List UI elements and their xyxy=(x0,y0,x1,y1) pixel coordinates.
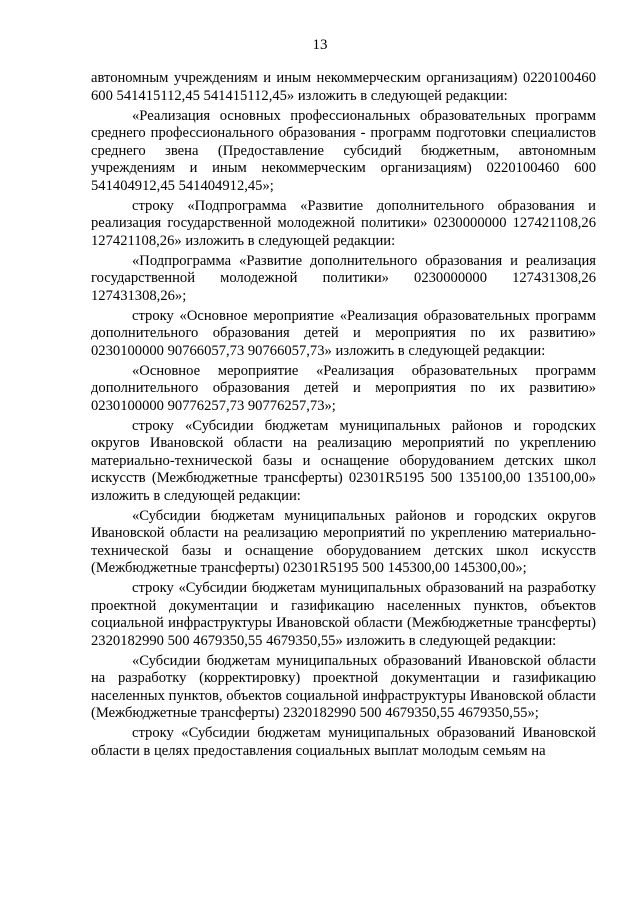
document-body xyxy=(91,70,596,763)
paragraph: «Основное мероприятие «Реализация образовательных программ дополнительного образования детей и мероприятия по их развитию» 0230100000 90776257,73 90776257,73»; xyxy=(91,362,596,414)
paragraph: «Реализация основных профессиональных образовательных программ среднего профессионального образования - программ подготовки специалистов среднего звена (Предоставление субсидий бюджетным, автономным учреждениям и иным некоммерческим организациям) 0220100460 600 541404912,45 541404912,45»; xyxy=(91,107,596,194)
paragraph: строку «Субсидии бюджетам муниципальных образований Ивановской области в целях предоставления социальных выплат молодым семьям на xyxy=(91,725,596,759)
paragraph: автономным учреждениям и иным некоммерческим организациям) 0220100460 600 541415112,45 541415112,45» изложить в следующей редакции: xyxy=(91,70,596,104)
page-number: 13 xyxy=(312,37,328,53)
paragraph: «Субсидии бюджетам муниципальных образований Ивановской области на разработку (корректировку) проектной документации и газификацию населенных пунктов, объектов социальной инфраструктуры Ивановской области (Межбюджетные трансферты) 2320182990 500 4679350,55 4679350,55»; xyxy=(91,652,596,721)
paragraph: строку «Субсидии бюджетам муниципальных районов и городских округов Ивановской области на реализацию мероприятий по укреплению материально-технической базы и оснащение оборудованием детских школ искусств (Межбюджетные трансферты) 02301R5195 500 135100,00 135100,00» изложить в следующей редакции: xyxy=(91,417,596,504)
paragraph: строку «Подпрограмма «Развитие дополнительного образования и реализация государственной молодежной политики» 0230000000 127421108,26 127421108,26» изложить в следующей редакции: xyxy=(91,197,596,249)
paragraph: строку «Субсидии бюджетам муниципальных образований на разработку проектной документации и газификацию населенных пунктов, объектов социальной инфраструктуры Ивановской области (Межбюджетные трансферты) 2320182990 500 4679350,55 4679350,55» изложить в следующей редакции: xyxy=(91,580,596,649)
paragraph: строку «Основное мероприятие «Реализация образовательных программ дополнительного образования детей и мероприятия по их развитию» 0230100000 90766057,73 90766057,73» изложить в следующей редакции: xyxy=(91,307,596,359)
paragraph: «Подпрограмма «Развитие дополнительного образования и реализация государственной молодежной политики» 0230000000 127431308,26 127431308,26»; xyxy=(91,252,596,304)
paragraph: «Субсидии бюджетам муниципальных районов и городских округов Ивановской области на реализацию мероприятий по укреплению материально-технической базы и оснащение оборудованием детских школ искусств (Межбюджетные трансферты) 02301R5195 500 145300,00 145300,00»; xyxy=(91,507,596,576)
